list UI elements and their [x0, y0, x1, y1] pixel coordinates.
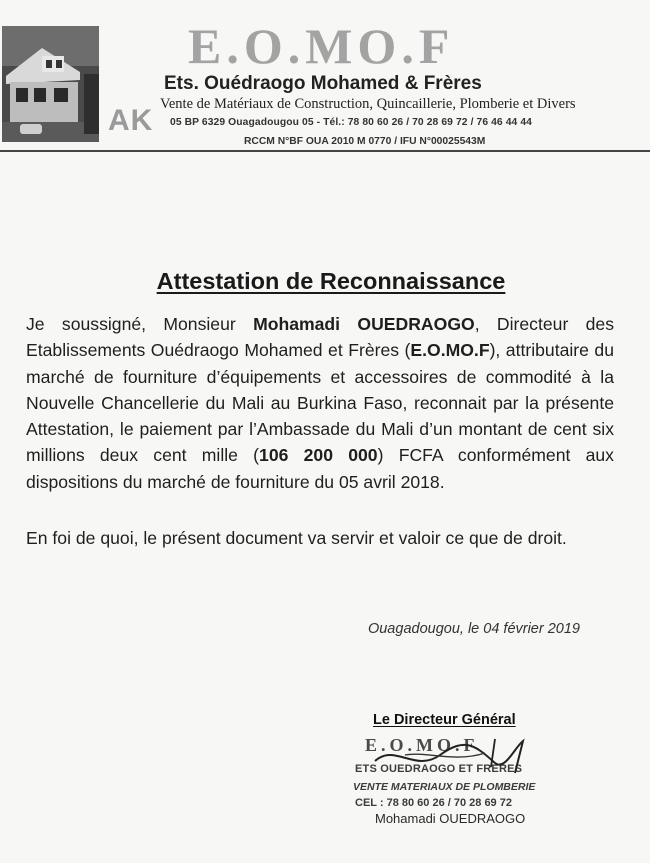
- document-title: [0, 268, 650, 295]
- payment-amount: 106 200 000: [259, 445, 378, 466]
- document-title-text: Attestation de Reconnaissance: [156, 268, 506, 294]
- signatory-title: Le Directeur Général: [373, 712, 516, 728]
- document-date: Ouagadougou, le 04 février 2019: [367, 621, 580, 637]
- company-building-photo: [2, 26, 99, 142]
- building-photo-icon: [2, 26, 99, 142]
- stamp-line-company: ETS OUEDRAOGO ET FRERES: [355, 763, 523, 775]
- stamp-line-activity: VENTE MATERIAUX DE PLOMBERIE: [353, 781, 536, 793]
- header-divider: [0, 150, 650, 152]
- closing-paragraph: En foi de quoi, le présent document va servir et valoir ce que de droit.: [26, 528, 567, 548]
- company-contact: 05 BP 6329 Ouagadougou 05 - Tél.: 78 80 60 26 / 70 28 69 72 / 76 46 44 44: [170, 117, 532, 128]
- p1-text-a: Je soussigné, Monsieur: [26, 314, 254, 334]
- p1-text-b: , Directeur des Etablissements Ouédraogo Mohamed et Frères (: [26, 314, 615, 361]
- company-acronym: E.O.MO.F: [410, 340, 490, 361]
- ak-watermark: AK: [108, 104, 154, 137]
- p1-text-d: ) FCFA conformément aux dispositions du marché de fourniture du 05 avril 2018.: [26, 445, 614, 492]
- p1-text-c: ), attributaire du marché de fourniture d’équipements et accessoires de commodité à la Nouvelle Chancellerie du Mali au Burkina Faso, reconnait par la présente Attestation, le paiement par l’Ambassade du Mali d’un montant de cent six millions deux cent mille (: [26, 340, 614, 466]
- director-name: Mohamadi OUEDRAOGO: [253, 314, 475, 334]
- stamp-line-name: Mohamadi OUEDRAOGO: [375, 811, 526, 826]
- company-activity: Vente de Matériaux de Construction, Quincaillerie, Plomberie et Divers: [160, 96, 576, 112]
- company-registration: RCCM N°BF OUA 2010 M 0770 / IFU N°00025543M: [244, 136, 486, 147]
- main-paragraph: [26, 311, 614, 495]
- company-name: Ets. Ouédraogo Mohamed & Frères: [164, 73, 482, 94]
- handwritten-signature-icon: [345, 733, 575, 833]
- stamp-line-phone: CEL : 78 80 60 26 / 70 28 69 72: [355, 797, 512, 809]
- company-stamp: [345, 733, 575, 833]
- brand-name: E.O.MO.F: [188, 18, 455, 74]
- stamp-brand: E.O.MO.F: [365, 735, 479, 755]
